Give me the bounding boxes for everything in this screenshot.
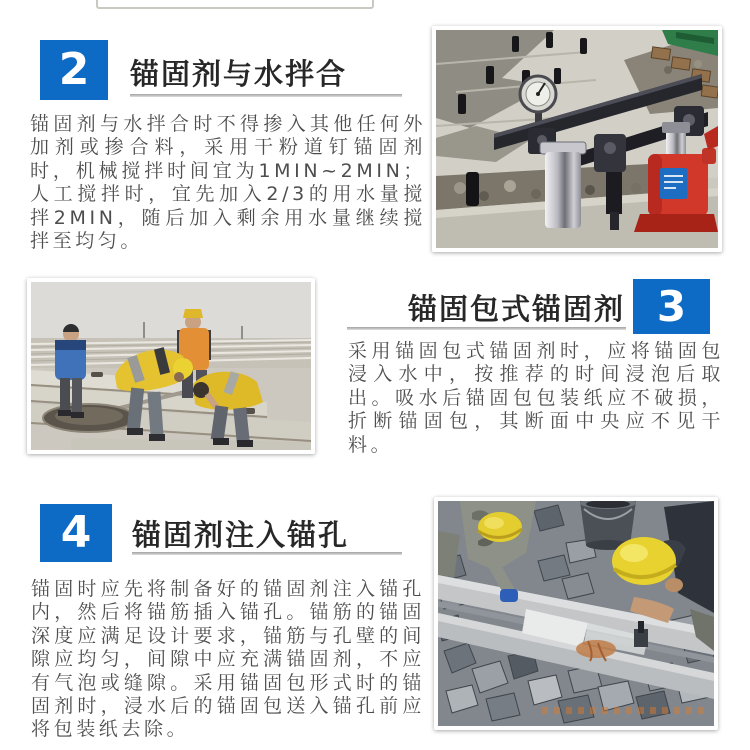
anchor-pullout-test-photo [432, 26, 722, 252]
section-2-number: 2 [58, 44, 90, 95]
section-4-body: 锚固时应先将制备好的锚固剂注入锚孔内，然后将锚筋插入锚孔。锚筋的锚固深度应满足设计要求，锚筋与孔壁的间隙应均匀，间隙中应充满锚固剂，不应有气泡或缝隙。采用锚固包形式时的锚固剂时，浸水后的锚固包送入锚孔前应将包装纸去除。 [31, 578, 425, 741]
section-3-body: 采用锚固包式锚固剂时，应将锚固包浸入水中，按推荐的时间浸泡后取出。吸水后锚固包包装纸应不破损，折断锚固包，其断面中央应不见干料。 [348, 340, 724, 456]
section-4-title-underline [132, 552, 402, 555]
section-2-number-badge [40, 40, 108, 100]
anchor-pullout-test-illustration [436, 30, 718, 248]
section-3-number: 3 [656, 281, 687, 331]
section-2-title: 锚固剂与水拌合 [130, 57, 348, 91]
section-4-number-badge [40, 504, 112, 562]
section-4-title: 锚固剂注入锚孔 [132, 518, 350, 552]
workers-soaking-illustration [31, 282, 311, 450]
section-2-body: 锚固剂与水拌合时不得掺入其他任何外加剂或掺合料，采用干粉道钉锚固剂时，机械搅拌时间宜为1MIN~2MIN；人工搅拌时，宜先加入2/3的用水量搅拌2MIN，随后加入剩余用水量继续搅拌至均匀。 [30, 113, 426, 253]
workers-soaking-anchor-pack-photo [27, 278, 315, 454]
section-2-title-underline [130, 94, 402, 97]
previous-section-cutoff [96, 0, 374, 9]
workers-grouting-illustration [438, 501, 714, 726]
section-3-title: 锚固包式锚固剂 [407, 292, 625, 326]
section-3-number-badge [633, 279, 710, 334]
section-3-title-underline [347, 327, 626, 330]
workers-grouting-anchor-hole-photo [434, 497, 718, 730]
section-4-number: 4 [60, 507, 92, 558]
